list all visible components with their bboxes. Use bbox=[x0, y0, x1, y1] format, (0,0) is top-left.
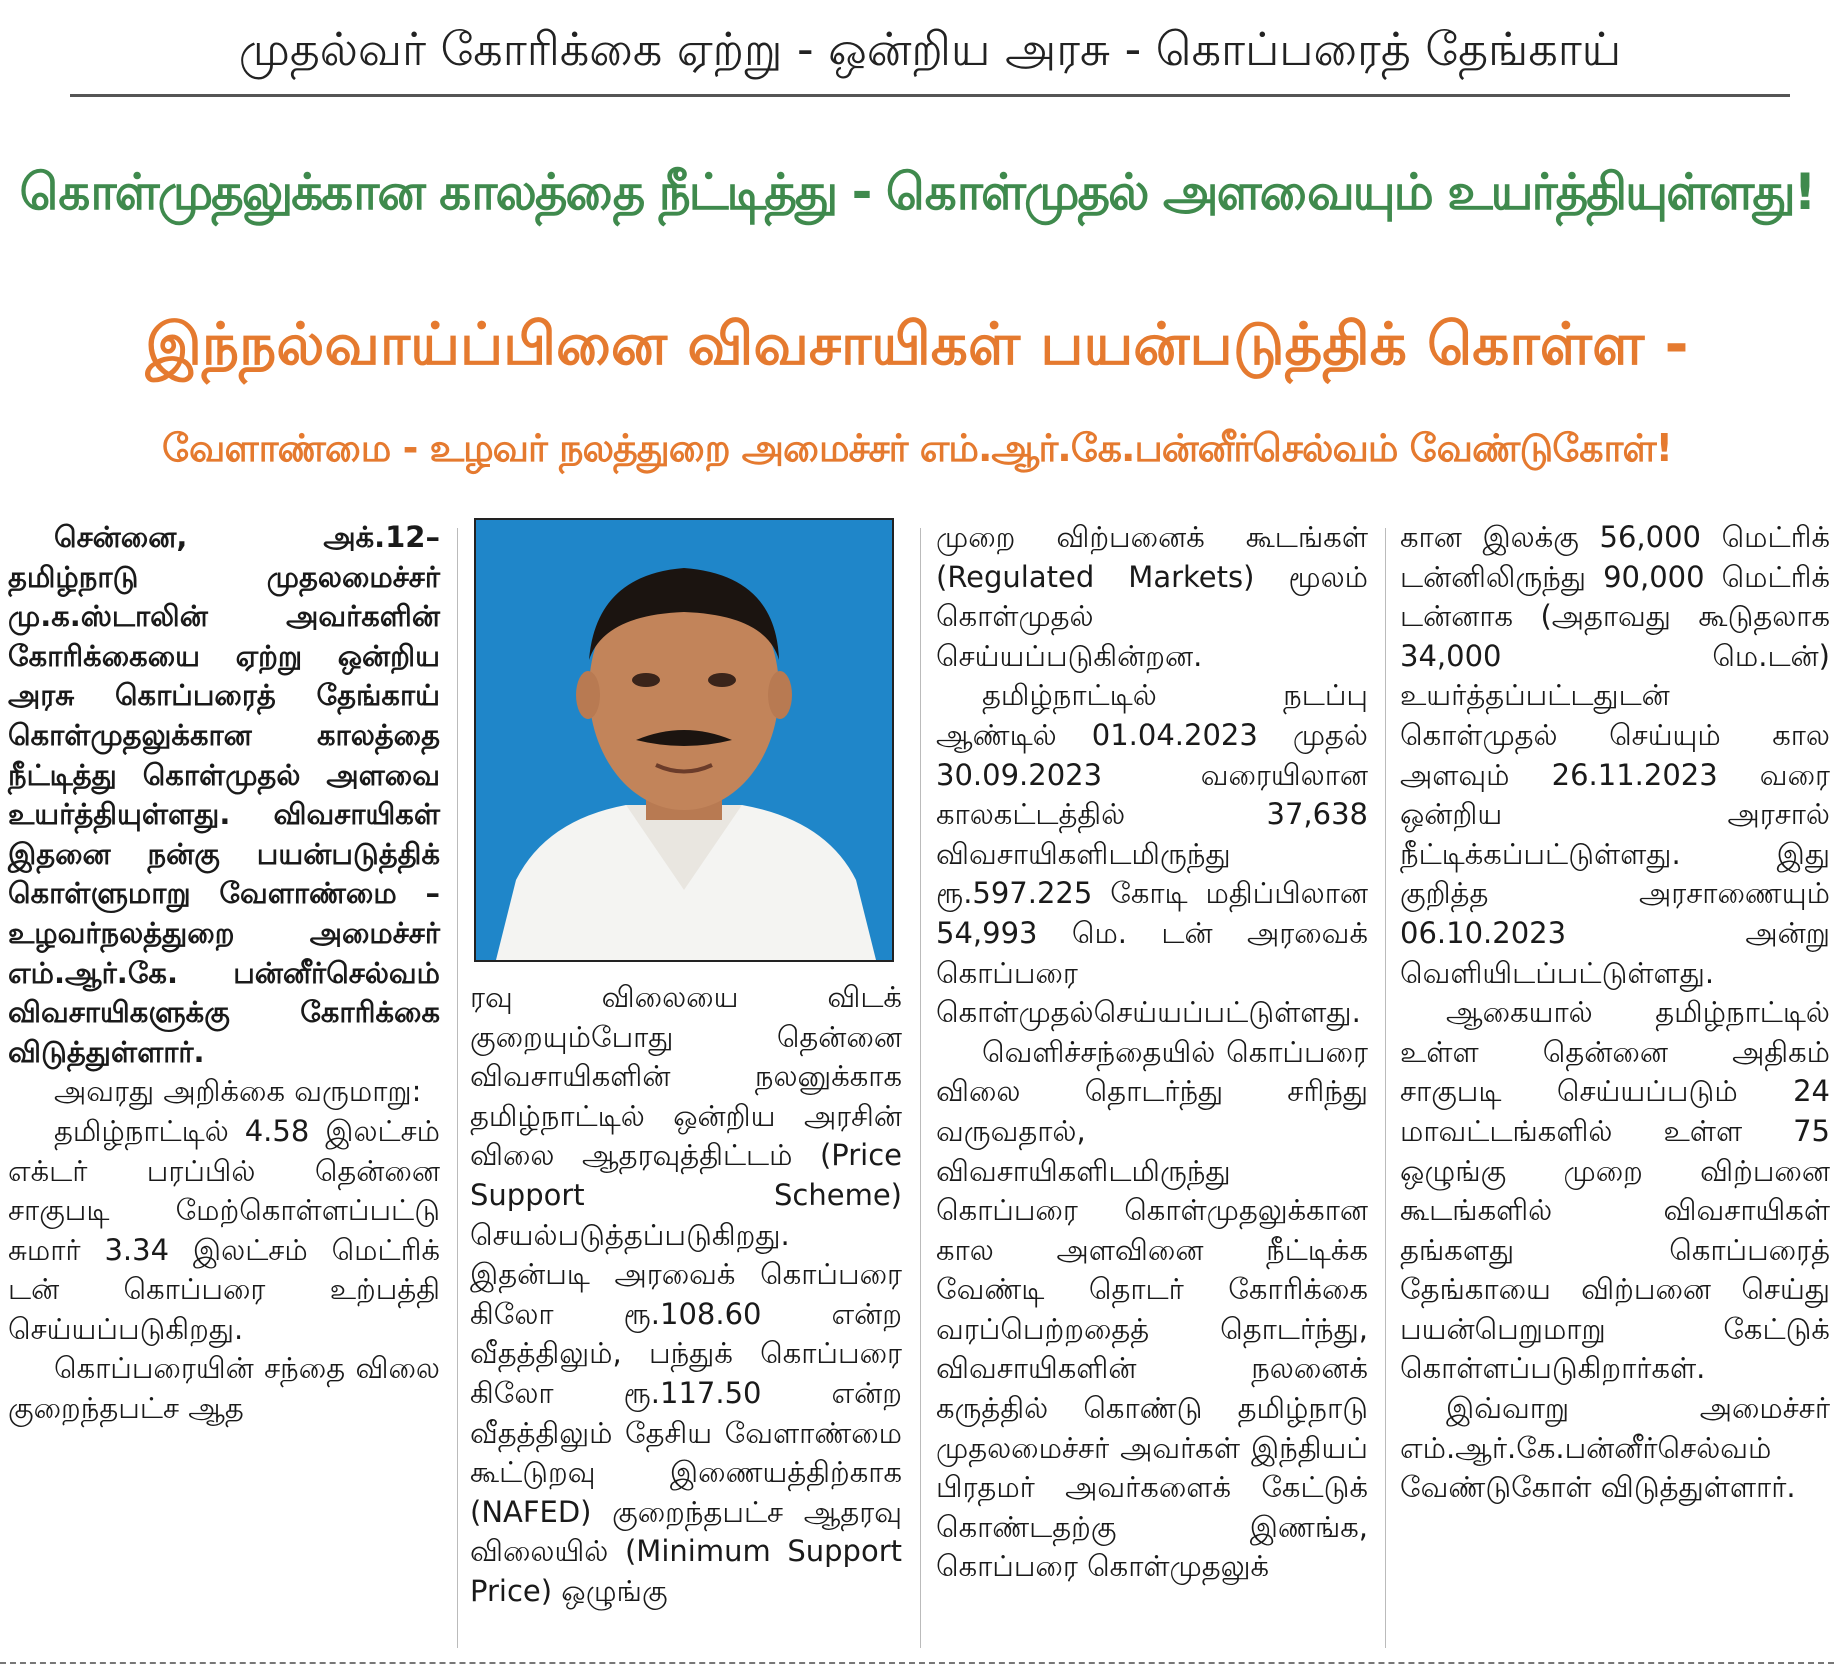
lead-paragraph: சென்னை, அக்.12– தமிழ்நாடு முதலமைச்சர் மு.க.ஸ்டாலின் அவர்களின் கோரிக்கையை ஏற்று ஒன்றிய அரசு கொப்பரைத் தேங்காய் கொள்முதலுக்கான காலத்தை நீட்டித்து கொள்முதல் அளவை உயர்த்தியுள்ளது. விவசாயிகள் இதனை நன்கு பயன்படுத்திக் கொள்ளுமாறு வேளாண்மை – உழவர்நலத்துறை அமைச்சர் எம்.ஆர்.கே. பன்னீர்செல்வம் விவசாயிகளுக்கு கோரிக்கை விடுத்துள்ளார். bbox=[8, 520, 440, 1069]
paragraph: கொப்பரையின் சந்தை விலை குறைந்தபட்ச ஆத bbox=[8, 1351, 440, 1426]
paragraph: தமிழ்நாட்டில் நடப்பு ஆண்டில் 01.04.2023 முதல் 30.09.2023 வரையிலான காலகட்டத்தில் 37,638 விவசாயிகளிடமிருந்து ரூ.597.225 கோடி மதிப்பிலான 54,993 மெ. டன் அரவைக் கொப்பரை கொள்முதல்செய்யப்பட்டுள்ளது. bbox=[936, 678, 1368, 1030]
paragraph: அவரது அறிக்கை வருமாறு: bbox=[54, 1074, 422, 1109]
paragraph: கான இலக்கு 56,000 மெட்ரிக் டன்னிலிருந்து 90,000 மெட்ரிக் டன்னாக (அதாவது கூடுதலாக 34,000 மெ.டன்) உயர்த்தப்பட்டதுடன் கொள்முதல் செய்யும் கால அளவும் 26.11.2023 வரை ஒன்றிய அரசால் நீட்டிக்கப்பட்டுள்ளது. இது குறித்த அரசாணையும் 06.10.2023 அன்று வெளியிடப்பட்டுள்ளது. bbox=[1400, 520, 1830, 990]
kicker-rule bbox=[70, 94, 1790, 97]
kicker-headline: முதல்வர் கோரிக்கை ஏற்று - ஒன்றிய அரசு - கொப்பரைத் தேங்காய் bbox=[238, 22, 1622, 76]
column-divider bbox=[920, 528, 921, 1648]
column-divider bbox=[1385, 528, 1386, 1648]
minister-photo bbox=[474, 518, 894, 962]
paragraph: இவ்வாறு அமைச்சர் எம்.ஆர்.கே.பன்னீர்செல்வம் வேண்டுகோள் விடுத்துள்ளார். bbox=[1400, 1391, 1830, 1505]
main-headline: கொள்முதலுக்கான காலத்தை நீட்டித்து - கொள்முதல் அளவையும் உயர்த்தியுள்ளது! bbox=[19, 163, 1815, 221]
subheadline-2: வேளாண்மை - உழவர் நலத்துறை அமைச்சர் எம்.ஆர்.கே.பன்னீர்செல்வம் வேண்டுகோள்! bbox=[162, 426, 1672, 470]
column-divider bbox=[457, 528, 458, 1648]
subheadline-1: இந்நல்வாய்ப்பினை விவசாயிகள் பயன்படுத்திக் கொள்ள - bbox=[145, 310, 1689, 378]
paragraph: ஆகையால் தமிழ்நாட்டில் உள்ள தென்னை அதிகம் சாகுபடி செய்யப்படும் 24 மாவட்டங்களில் உள்ள 75 ஒழுங்கு முறை விற்பனை கூடங்களில் விவசாயிகள் தங்களது கொப்பரைத் தேங்காயை விற்பனை செய்து பயன்பெறுமாறு கேட்டுக் கொள்ளப்படுகிறார்கள். bbox=[1400, 995, 1830, 1386]
article-column-4 bbox=[1400, 518, 1830, 1508]
paragraph: தமிழ்நாட்டில் 4.58 இலட்சம் எக்டர் பரப்பில் தென்னை சாகுபடி மேற்கொள்ளப்பட்டு சுமார் 3.34 இலட்சம் மெட்ரிக் டன் கொப்பரை உற்பத்தி செய்யப்படுகிறது. bbox=[8, 1113, 440, 1346]
paragraph: ரவு விலையை விடக் குறையும்போது தென்னை விவசாயிகளின் நலனுக்காக தமிழ்நாட்டில் ஒன்றிய அரசின் விலை ஆதரவுத்திட்டம் (Price Support Scheme) செயல்படுத்தப்படுகிறது. இதன்படி அரவைக் கொப்பரை கிலோ ரூ.108.60 என்ற வீதத்திலும், பந்துக் கொப்பரை கிலோ ரூ.117.50 என்ற வீதத்திலும் தேசிய வேளாண்மை கூட்டுறவு இணையத்திற்காக (NAFED) குறைந்தபட்ச ஆதரவு விலையில் (Minimum Support Price) ஒழுங்கு bbox=[470, 980, 902, 1608]
article-column-2 bbox=[470, 978, 902, 1612]
paragraph: முறை விற்பனைக் கூடங்கள் (Regulated Markets) மூலம் கொள்முதல் செய்யப்படுகின்றன. bbox=[936, 520, 1368, 673]
paragraph: வெளிச்சந்தையில் கொப்பரை விலை தொடர்ந்து சரிந்து வருவதால், விவசாயிகளிடமிருந்து கொப்பரை கொள்முதலுக்கான கால அளவினை நீட்டிக்க வேண்டி தொடர் கோரிக்கை வரப்பெற்றதைத் தொடர்ந்து, விவசாயிகளின் நலனைக் கருத்தில் கொண்டு தமிழ்நாடு முதலமைச்சர் அவர்கள் இந்தியப் பிரதமர் அவர்களைக் கேட்டுக் கொண்டதற்கு இணங்க, கொப்பரை கொள்முதலுக் bbox=[936, 1034, 1368, 1584]
bottom-rule bbox=[0, 1662, 1834, 1664]
article-column-1 bbox=[8, 518, 440, 1429]
article-column-3 bbox=[936, 518, 1368, 1587]
